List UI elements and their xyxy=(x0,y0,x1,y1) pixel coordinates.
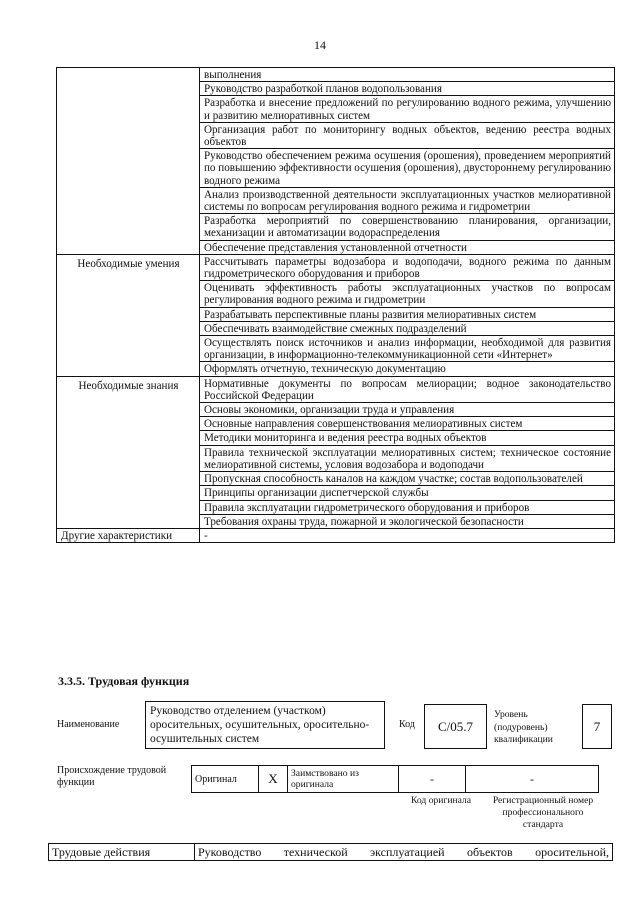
table-row xyxy=(57,528,615,542)
labor-actions-value: Руководство технической эксплуатацией объектов оросительной, xyxy=(195,844,613,861)
table-cell: Нормативные документы по вопросам мелиорации; водное законодательство Российской Федерации xyxy=(200,376,615,402)
table-cell: Рассчитывать параметры водозабора и водоподачи, водного режима по данным гидрометрического оборудования и приборов xyxy=(200,254,615,280)
code-original-caption: Код оригинала xyxy=(410,795,472,806)
section-heading: 3.3.5. Трудовая функция xyxy=(58,674,190,688)
table-cell: Анализ производственной деятельности эксплуатационных участков мелиоративной системы по вопросам регулирования водного режима и гидрометрии xyxy=(200,187,615,213)
origin-table xyxy=(191,765,599,793)
section-label: Необходимые умения xyxy=(57,254,200,376)
table-cell: Оценивать эффективность работы эксплуатационных участков по вопросам регулирования водного режима и гидрометрии xyxy=(200,281,615,307)
section-label: Необходимые знания xyxy=(57,376,200,528)
registration-number-cell: - xyxy=(466,766,599,793)
table-cell: Основные направления совершенствования мелиоративных систем xyxy=(200,417,615,431)
registration-number-caption: Регистрационный номер профессионального стандарта xyxy=(492,795,594,830)
table-cell: Принципы организации диспетчерской службы xyxy=(200,486,615,500)
table-cell: выполнения xyxy=(200,68,615,82)
labor-actions-label: Трудовые действия xyxy=(49,844,195,861)
origin-label: Происхождение трудовой функции xyxy=(57,765,167,788)
section-label xyxy=(57,68,200,255)
page-number: 14 xyxy=(314,38,326,52)
function-name-box: Руководство отделением (участком) оросительных, осушительных, оросительно-осушительных систем xyxy=(145,701,385,749)
table-row xyxy=(57,68,615,82)
code-label: Код xyxy=(399,719,415,730)
borrowed-label: Заимствовано из оригинала xyxy=(288,766,399,793)
table-cell: Осуществлять поиск источников и анализ информации, необходимой для развития организации, в информационно-телекоммуникационной сети «Интернет» xyxy=(200,336,615,362)
qualification-level-label: Уровень (подуровень) квалификации xyxy=(494,709,553,745)
labor-actions-table xyxy=(48,843,613,861)
other-characteristics-label: Другие характеристики xyxy=(57,528,200,542)
other-characteristics-value: - xyxy=(200,528,615,542)
name-label: Наименование xyxy=(57,719,120,730)
code-value-box: С/05.7 xyxy=(424,704,487,749)
table-cell: Обеспечивать взаимодействие смежных подразделений xyxy=(200,321,615,335)
qualification-level-box: 7 xyxy=(582,704,612,749)
table-cell: Правила эксплуатации гидрометрического оборудования и приборов xyxy=(200,500,615,514)
table-row xyxy=(57,254,615,280)
table-cell: Разработка мероприятий по совершенствованию планирования, организации, механизации и автоматизации водораспределения xyxy=(200,214,615,240)
table-cell: Разрабатывать перспективные планы развития мелиоративных систем xyxy=(200,307,615,321)
original-mark: X xyxy=(259,766,288,793)
table-row xyxy=(57,376,615,402)
table-cell: Правила технической эксплуатации мелиоративных систем; техническое состояние мелиоративной системы, условия водозабора и водоподачи xyxy=(200,445,615,471)
table-cell: Обеспечение представления установленной отчетности xyxy=(200,240,615,254)
table-cell: Разработка и внесение предложений по регулированию водного режима, улучшению и развитию мелиоративных систем xyxy=(200,96,615,122)
table-cell: Методики мониторинга и ведения реестра водных объектов xyxy=(200,431,615,445)
table-cell: Основы экономики, организации труда и управления xyxy=(200,403,615,417)
table-cell: Оформлять отчетную, техническую документацию xyxy=(200,362,615,376)
code-original-cell: - xyxy=(399,766,466,793)
original-label: Оригинал xyxy=(192,766,259,793)
competency-table xyxy=(56,67,615,543)
table-cell: Руководство разработкой планов водопользования xyxy=(200,82,615,96)
table-cell: Организация работ по мониторингу водных объектов, ведению реестра водных объектов xyxy=(200,122,615,148)
table-cell: Требования охраны труда, пожарной и экологической безопасности xyxy=(200,514,615,528)
table-cell: Пропускная способность каналов на каждом участке; состав водопользователей xyxy=(200,472,615,486)
table-cell: Руководство обеспечением режима осушения (орошения), проведением мероприятий по повышению эффективности осушения (орошения), двустороннему регулированию водного режима xyxy=(200,149,615,188)
